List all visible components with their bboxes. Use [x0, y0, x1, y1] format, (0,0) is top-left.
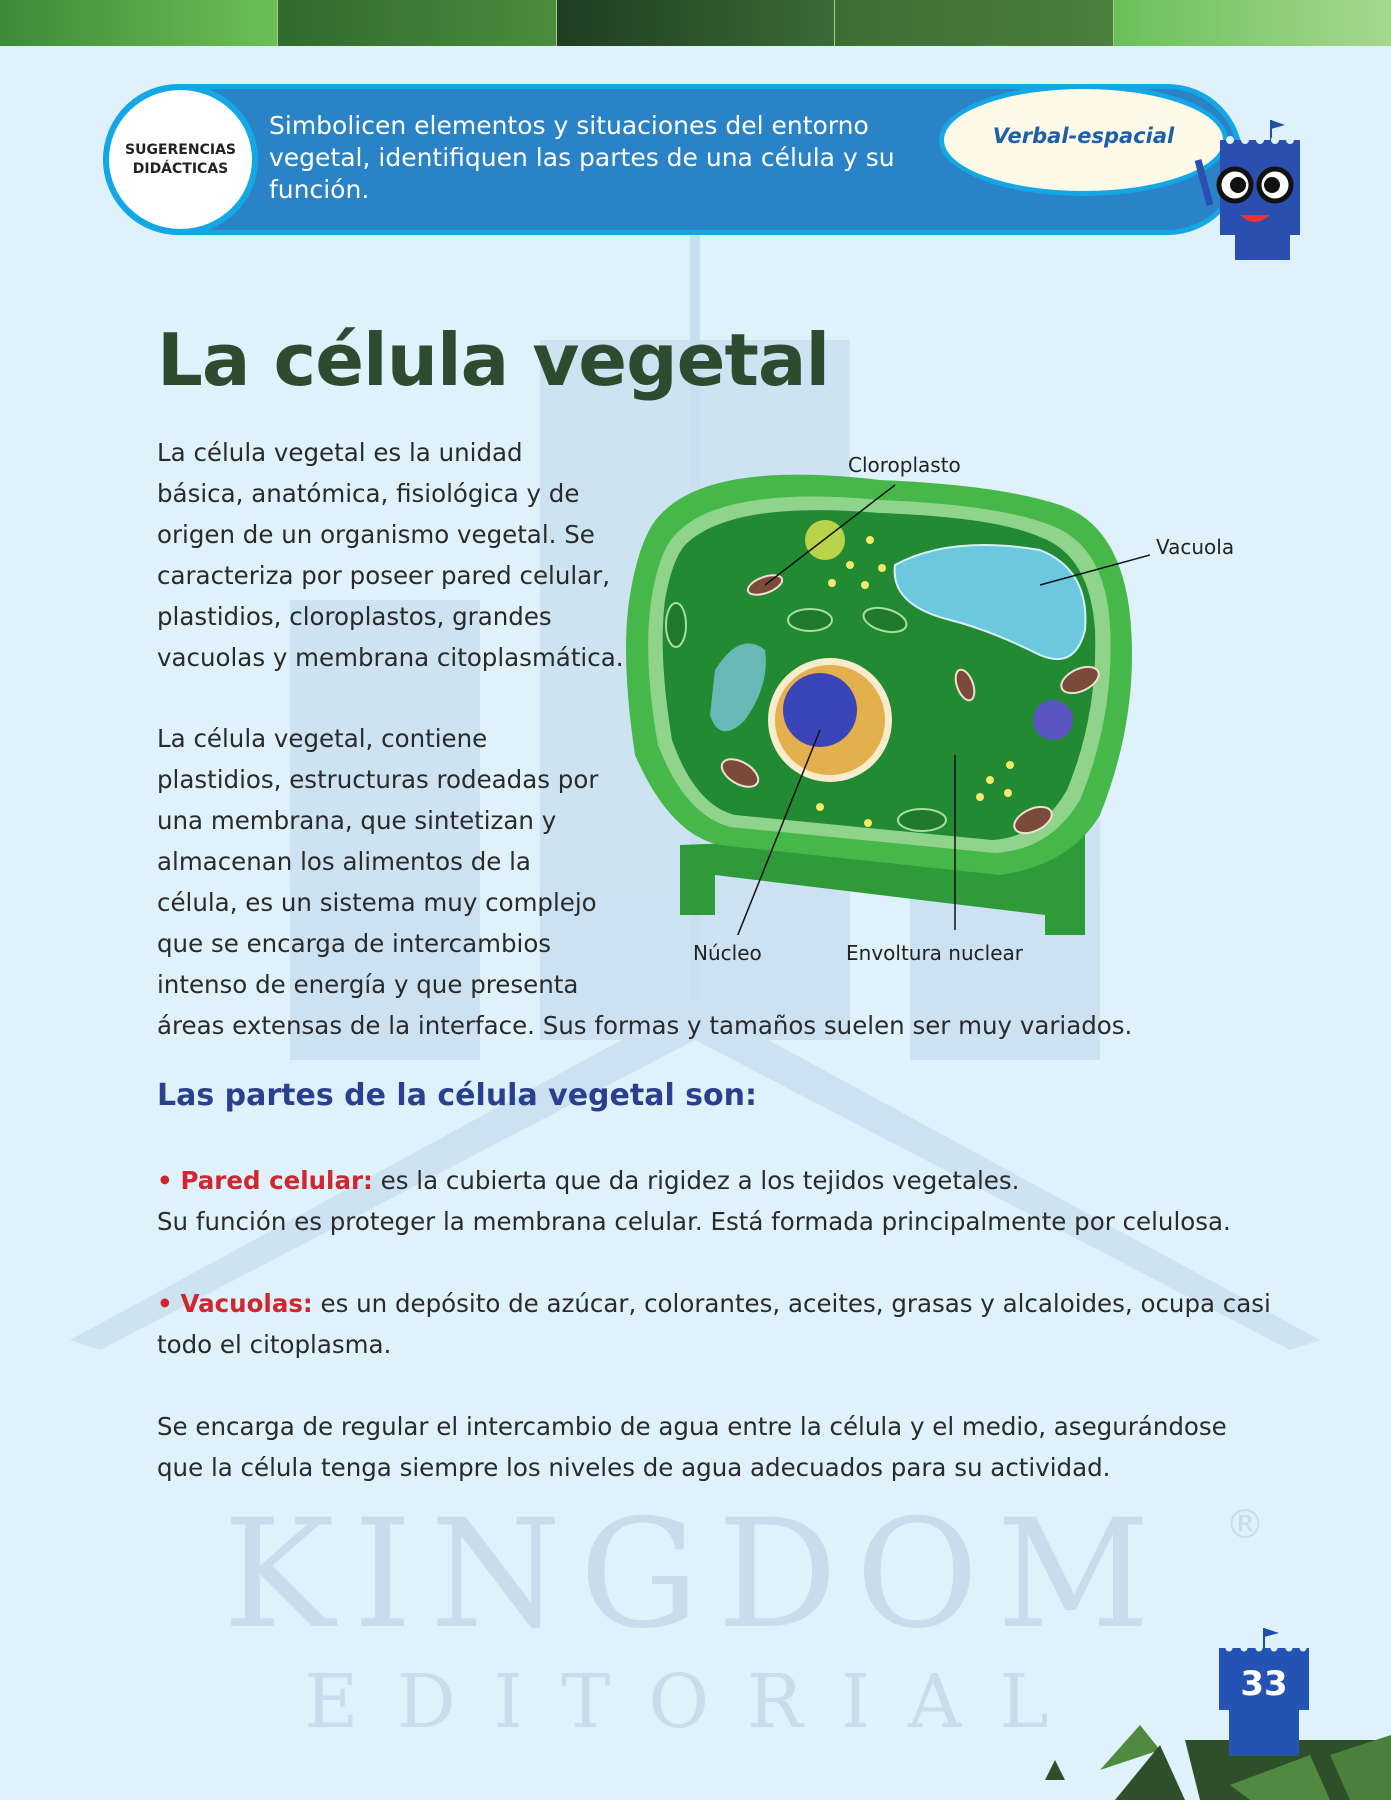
text-line: áreas extensas de la interface. Sus formas y tamaños suelen ser muy variados. — [157, 1011, 1133, 1040]
text-line: vacuolas y membrana citoplasmática. — [157, 643, 624, 672]
text-line: que la célula tenga siempre los niveles de agua adecuados para su actividad. — [157, 1453, 1111, 1482]
bullet: • — [157, 1289, 173, 1318]
watermark-sub: EDITORIAL — [304, 1659, 1087, 1745]
text-line: origen de un organismo vegetal. Se — [157, 520, 595, 549]
part-description: Su función es proteger la membrana celular. Está formada principalmente por celulosa. — [157, 1207, 1231, 1236]
closing-paragraph — [157, 1406, 1227, 1488]
part-term: Pared celular: — [180, 1166, 373, 1195]
text-line: La célula vegetal es la unidad — [157, 438, 523, 467]
text-line: Se encarga de regular el intercambio de agua entre la célula y el medio, asegurándose — [157, 1412, 1227, 1441]
label-nucleus: Núcleo — [693, 941, 762, 965]
label-nuclear-envelope: Envoltura nuclear — [846, 941, 1023, 965]
part-vacuoles — [157, 1283, 1271, 1365]
text-line: una membrana, que sintetizan y — [157, 806, 557, 835]
parts-heading: Las partes de la célula vegetal son: — [157, 1078, 757, 1113]
text-line: plastidios, cloroplastos, grandes — [157, 602, 552, 631]
intro-paragraph — [157, 432, 624, 678]
part-cell-wall — [157, 1160, 1231, 1242]
part-term: Vacuolas: — [180, 1289, 313, 1318]
tip-text: Simbolicen elementos y situaciones del entorno vegetal, identifiquen las partes de una célula y su función. — [269, 111, 895, 204]
page-title: La célula vegetal — [157, 318, 830, 402]
text-line: célula, es un sistema muy complejo — [157, 888, 597, 917]
plant-cell-diagram — [620, 455, 1150, 935]
label-vacuole: Vacuola — [1156, 535, 1235, 559]
watermark-brand: KINGDOM — [222, 1488, 1169, 1662]
part-description: todo el citoplasma. — [157, 1330, 392, 1359]
bottom-triangles-decoration — [1030, 1715, 1391, 1800]
tip-badge — [103, 84, 258, 235]
tip-badge-line: DIDÁCTICAS — [132, 160, 229, 177]
text-line: intenso de energía y que presenta — [157, 970, 579, 999]
mascot-tower-icon — [1185, 115, 1310, 260]
text-line: básica, anatómica, fisiológica y de — [157, 479, 580, 508]
label-chloroplast: Cloroplasto — [848, 453, 961, 477]
page-number: 33 — [1240, 1664, 1288, 1704]
page-number-tower — [1219, 1628, 1309, 1756]
text-line: plastidios, estructuras rodeadas por — [157, 765, 599, 794]
text-line: caracteriza por poseer pared celular, — [157, 561, 611, 590]
watermark-registered: ® — [1225, 1502, 1265, 1548]
intelligence-badge: Verbal-espacial — [939, 84, 1228, 196]
part-description: es la cubierta que da rigidez a los tejidos vegetales. — [380, 1166, 1020, 1195]
tip-badge-line: SUGERENCIAS — [125, 141, 236, 158]
text-line: que se encarga de intercambios — [157, 929, 552, 958]
text-line: almacenan los alimentos de la — [157, 847, 531, 876]
part-description: es un depósito de azúcar, colorantes, aceites, grasas y alcaloides, ocupa casi — [320, 1289, 1271, 1318]
bullet: • — [157, 1166, 173, 1195]
text-line: La célula vegetal, contiene — [157, 724, 488, 753]
